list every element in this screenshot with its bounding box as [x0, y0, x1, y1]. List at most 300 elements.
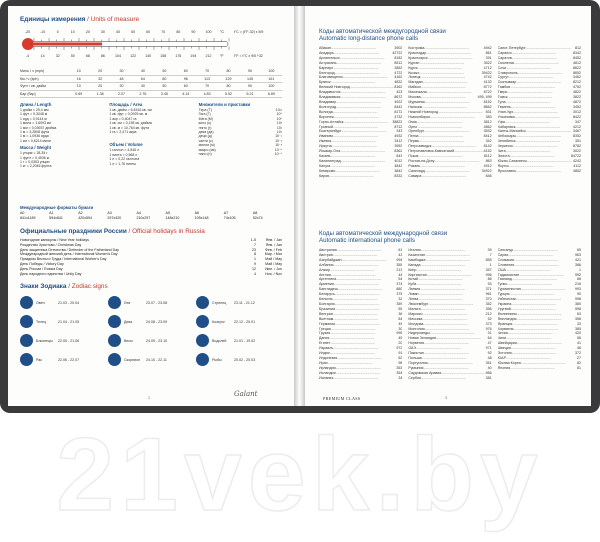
code-number: 38822: [392, 119, 403, 124]
code-city: Армения: [319, 282, 334, 287]
code-city: Вологда: [319, 109, 333, 114]
code-number: 995: [396, 331, 403, 336]
zodiac-dates: 23.07 - 23.08: [146, 300, 168, 305]
code-city: Горно-Алтайск: [319, 119, 344, 124]
code-city: Бразилия: [319, 306, 336, 311]
length-line: 1 км = 0,6214 мили: [20, 138, 51, 143]
code-number: 212: [485, 311, 492, 316]
code-number: 3022: [573, 149, 581, 154]
volume-line: 1 л = 1,76 пинты: [109, 161, 136, 166]
zodiac-name: Скорпион: [124, 357, 141, 362]
code-number: 36: [398, 311, 403, 316]
paper-title: Международные форматы бумаги: [20, 205, 94, 210]
intl-codes: [319, 248, 581, 380]
code-number: 84722: [571, 153, 581, 158]
code-number: 3467: [573, 129, 581, 134]
code-city: Чита: [497, 149, 506, 154]
conversion-label: Миль / ч (mph): [20, 69, 45, 74]
conversion-label: Фунт / кв. дюйм: [20, 84, 46, 89]
code-city: Псков: [408, 153, 419, 158]
code-number: 3822: [573, 95, 581, 100]
paper-size: 52x74: [252, 216, 263, 220]
scale-tick-fahrenheit: 86: [100, 54, 105, 58]
zodiac-name: Близнецы: [36, 338, 53, 343]
code-number: 3462: [573, 75, 581, 80]
holiday-day: 1-5: [250, 238, 256, 242]
zodiac-name: Рак: [36, 357, 42, 362]
prefix-name: дека (да): [198, 130, 214, 135]
code-number: 8722: [483, 90, 492, 95]
scale-tick-fahrenheit: 140: [145, 54, 152, 58]
page-number-left: 2: [148, 395, 151, 400]
code-number: 44: [398, 272, 403, 277]
code-city: Томск: [497, 95, 508, 100]
code-city: Ханты-Мансийск: [497, 129, 526, 134]
code-city: Черкесск: [497, 144, 513, 149]
holiday-month: Мар. / Mar: [264, 252, 282, 257]
conversion-value: 96: [183, 76, 188, 81]
length-line: 1 фут = 0,3048 м: [20, 112, 48, 117]
scale-tick-celsius: 0: [56, 30, 59, 34]
code-number: 90: [577, 292, 581, 297]
zodiac-icon: [108, 353, 121, 366]
zodiac-item: [20, 296, 106, 309]
paper-name: A5: [165, 211, 170, 215]
conversion-value: 6.21: [246, 91, 254, 96]
length-line: 1 ярд = 0,9144 м: [20, 116, 47, 121]
code-leader: [516, 169, 573, 174]
code-city: Владивосток: [319, 90, 341, 95]
code-city: Египет: [319, 341, 331, 346]
code-number: 8342: [573, 50, 581, 55]
code-city: Волгоград: [319, 104, 337, 109]
zodiac-dates: 24.09 - 23.10: [146, 338, 168, 343]
code-city: Грозный: [319, 124, 333, 129]
code-number: 55: [398, 306, 403, 311]
code-city: Владимир: [319, 99, 337, 104]
code-city: Красноярск: [408, 55, 428, 60]
code-number: 7: [489, 252, 492, 257]
holiday-name: День народного единства / Unity Day: [20, 271, 82, 276]
code-city: Албания: [319, 262, 334, 267]
code-city: Рязань: [408, 163, 421, 168]
code-city: Сингапур: [497, 248, 514, 252]
code-number: 213: [396, 267, 403, 272]
zodiac-item: [108, 296, 194, 309]
scale-tick-celsius: 90: [191, 30, 196, 34]
conversion-value: 145: [246, 76, 253, 81]
paper-name: A6: [194, 211, 200, 215]
code-number: 8512: [394, 60, 403, 65]
fahrenheit-scale: [20, 54, 216, 58]
code-city: Сербия: [408, 375, 421, 380]
code-number: 356: [485, 306, 492, 311]
conversion-value: 20: [98, 69, 103, 74]
code-number: 8422: [573, 114, 581, 119]
conversion-table: [20, 68, 282, 98]
code-city: Майкоп: [408, 85, 421, 90]
scale-tick-celsius: 10: [70, 30, 75, 34]
code-number: 371: [485, 287, 492, 292]
code-city: Латвия: [408, 287, 421, 292]
conversion-value: 0.69: [75, 91, 83, 96]
code-city: Таджикистан: [497, 272, 520, 277]
prefix-name: Гига (Г): [198, 112, 211, 117]
zodiac-icon: [196, 334, 209, 347]
code-number: 812: [575, 46, 581, 50]
units-title: Единицы измерения / Units of measure: [20, 16, 140, 23]
code-city: Грузия: [319, 331, 331, 336]
volume-title: Объем / Volume: [109, 142, 143, 148]
intl-entry: [498, 366, 581, 371]
paper-name: A4: [136, 211, 141, 215]
zodiac-dates: 24.10 - 22.11: [146, 357, 167, 362]
code-number: 8112: [483, 153, 492, 158]
code-city: Челябинск: [497, 139, 516, 144]
code-city: Астрахань: [319, 60, 337, 65]
code-number: 8142: [483, 144, 492, 149]
code-number: 33: [577, 321, 581, 326]
code-city: Болгария: [319, 301, 335, 306]
code-number: 3852: [394, 65, 403, 70]
code-city: Курск: [408, 65, 418, 70]
code-city: Мальта: [408, 306, 421, 311]
celsius-scale: [20, 30, 216, 34]
formula-fahrenheit: t°F = t°C x 9/5 +32: [234, 54, 263, 58]
code-city: Саудовская Аравия: [408, 370, 442, 375]
zodiac-dates: 22.12 - 20.01: [234, 319, 256, 324]
conversion-value: 5.52: [225, 91, 233, 96]
mass-title: Масса / Weight: [20, 145, 52, 151]
code-number: 8782: [573, 144, 581, 149]
code-city: Таиланд: [497, 277, 512, 282]
code-leader: [421, 174, 485, 179]
code-number: 4112: [573, 163, 581, 168]
holiday-month: Янв. / Jan: [265, 238, 282, 242]
conversion-value: 129: [225, 76, 232, 81]
code-number: 351: [485, 360, 492, 365]
code-number: 39: [487, 248, 492, 252]
zodiac-item: [20, 315, 106, 328]
zodiac-name: Весы: [124, 338, 133, 343]
holiday-name: Международный женский день / International Women's Day: [20, 252, 118, 257]
prefix-name: милли (м): [198, 143, 215, 148]
zodiac-item: [108, 353, 194, 366]
code-number: 971: [485, 346, 492, 351]
prefix-value: 10⁻³: [275, 143, 282, 148]
code-city: Санкт-Петербург: [497, 46, 526, 50]
mass-line: 1 фунт = 0,4536 кг: [20, 155, 50, 160]
code-city: Владикавказ: [319, 95, 341, 100]
holidays-title: Официальные праздники России / Official holidays in Russia: [20, 228, 205, 235]
code-number: 370: [485, 297, 492, 302]
paper-name: A7: [223, 211, 229, 215]
code-city: США: [497, 267, 506, 272]
prefix-value: 10²: [276, 125, 282, 130]
volume-line: 1 пинта = 0,568 л: [109, 152, 138, 157]
holiday-day: 1: [254, 257, 256, 262]
scale-tick-celsius: 40: [116, 30, 120, 34]
scale-tick-fahrenheit: 32: [55, 54, 60, 58]
code-city: Элиста: [497, 153, 510, 158]
code-number: 4912: [483, 163, 492, 168]
code-number: 4162: [394, 75, 403, 80]
code-city: Бельгия: [319, 297, 333, 302]
zodiac-icon: [108, 296, 121, 309]
conversion-value: 60: [183, 69, 188, 74]
code-city: Нальчик: [408, 104, 423, 109]
code-city: Киров: [319, 173, 330, 178]
code-number: 4932: [394, 134, 403, 139]
code-number: 41: [577, 341, 581, 346]
code-city: Польша: [408, 355, 422, 360]
conversion-value: 80: [226, 69, 231, 74]
code-number: 20: [398, 341, 403, 346]
code-city: Румыния: [408, 365, 424, 370]
code-city: Марокко: [408, 311, 423, 316]
code-leader: [421, 376, 486, 381]
code-city: Норвегия: [408, 341, 425, 346]
prefix-value: 10³: [276, 121, 282, 126]
code-number: 843: [396, 153, 403, 158]
area-line: 1 кв. дюйм = 6,4516 кв. см: [109, 108, 152, 112]
code-number: 4852: [573, 168, 581, 173]
code-number: 994: [396, 257, 403, 262]
code-city: Алжир: [319, 267, 330, 272]
code-city: Франция: [497, 321, 513, 326]
code-number: 354: [396, 370, 403, 375]
length-column: [20, 100, 103, 169]
code-number: 40: [487, 365, 492, 370]
code-number: 4862: [483, 124, 492, 129]
scale-tick-celsius: 30: [100, 30, 105, 34]
code-number: 495, 499: [477, 95, 492, 100]
prefix-name: Мега (М): [198, 116, 213, 121]
scale-tick-fahrenheit: 50: [70, 54, 75, 58]
scale-tick-fahrenheit: 212: [205, 54, 212, 58]
code-number: 4872: [573, 99, 581, 104]
code-number: 353: [396, 365, 403, 370]
paper-formats: [20, 203, 282, 220]
conversion-value: 30: [119, 84, 124, 89]
prefix-value: 10⁻⁶: [274, 147, 282, 152]
conversion-value: 10: [76, 84, 81, 89]
scale-tick-celsius: 80: [176, 30, 181, 34]
galant-logo: Galant: [234, 390, 258, 398]
code-number: 8152: [483, 99, 492, 104]
code-number: 8672: [394, 95, 403, 100]
prefix-value: 10⁶: [276, 116, 282, 121]
scale-tick-fahrenheit: -4: [25, 54, 30, 58]
code-city: Финляндия: [497, 316, 517, 321]
code-city: Смоленск: [497, 60, 515, 65]
zodiac-item: [20, 353, 106, 366]
premium-class-label: PREMIUM CLASS: [323, 396, 361, 401]
code-number: 32: [398, 297, 403, 302]
code-city: Воронеж: [319, 114, 334, 119]
prefix-name: санти (с): [198, 138, 213, 143]
code-number: 355: [396, 262, 403, 267]
paper-size: 210x297: [136, 216, 151, 220]
code-city: Омск: [408, 119, 417, 124]
code-city: Словения: [497, 262, 515, 267]
code-city: Куба: [408, 282, 417, 287]
code-city: Вьетнам: [319, 316, 334, 321]
code-city: Новосибирск: [408, 114, 431, 119]
code-number: 963: [575, 252, 581, 257]
code-number: 966: [485, 370, 492, 375]
conversion-row: [20, 68, 282, 76]
code-leader: [329, 174, 394, 179]
volume-line: 1 л = 0,22 галлона: [109, 157, 140, 162]
prefix-name: микро (мк): [198, 147, 216, 152]
prefix-value: 10⁻²: [275, 138, 282, 143]
conversion-value: 1.38: [96, 91, 104, 96]
code-city: Люксембург: [408, 301, 429, 306]
code-number: 8772: [483, 85, 492, 90]
code-city: Чили: [497, 336, 507, 341]
code-city: Барнаул: [319, 65, 334, 70]
prefix-value: 10⁻⁹: [274, 152, 282, 157]
code-city: Индия: [319, 351, 330, 356]
code-city: Украина: [497, 301, 512, 306]
zodiac-icon: [196, 353, 209, 366]
zodiac-name: Дева: [124, 319, 133, 324]
code-city: Орел: [408, 124, 418, 129]
scale-tick-celsius: 60: [146, 30, 151, 34]
scale-tick-celsius: 20: [85, 30, 90, 34]
code-city: Беларусь: [319, 292, 335, 297]
code-number: 880: [396, 287, 403, 292]
conversion-value: 70: [205, 84, 210, 89]
zodiac-icon: [20, 296, 33, 309]
holiday-month: Янв. / Jan: [265, 242, 282, 247]
code-city: Краснодар: [408, 50, 427, 55]
holiday-day: 12: [252, 266, 256, 271]
prefix-column: [199, 100, 282, 169]
code-number: 373: [485, 321, 492, 326]
conversion-value: 48: [119, 76, 124, 81]
code-number: 1: [579, 267, 581, 272]
holiday-name: День России / Russia Day: [20, 266, 63, 271]
conversion-value: 70: [205, 69, 210, 74]
code-city: Ставрополь: [497, 70, 518, 75]
code-number: 47: [487, 341, 492, 346]
holiday-month: Фев. / Feb: [265, 247, 282, 252]
paper-size: 148x210: [165, 216, 180, 220]
code-number: 4242: [573, 158, 581, 163]
code-city: Южная Корея: [497, 360, 521, 365]
code-number: 4942: [483, 46, 492, 50]
code-city: Ливан: [408, 292, 419, 297]
code-city: Италия: [408, 248, 421, 252]
code-number: 383: [485, 114, 492, 119]
code-city: Венгрия: [319, 311, 333, 316]
code-city: Курган: [408, 60, 420, 65]
code-city: Туркменистан: [497, 287, 521, 292]
scale-tick-fahrenheit: 104: [115, 54, 121, 58]
code-number: 8442: [394, 104, 403, 109]
mass-line: 1 кг = 2,2046 фунта: [20, 164, 52, 169]
code-city: Китай: [408, 277, 419, 282]
code-city: Хабаровск: [497, 124, 516, 129]
code-number: 4832: [394, 80, 403, 85]
holiday-day: 23: [252, 247, 256, 252]
code-city: Тула: [497, 99, 506, 104]
holiday-name: Рождество Христово / Christmas Day: [20, 242, 82, 247]
code-number: 8622: [573, 65, 581, 70]
holiday-month: Май / May: [265, 261, 282, 266]
code-city: Кызыл: [408, 70, 420, 75]
mass-line: 1 г = 0,0353 унции: [20, 160, 50, 165]
conversion-value: 161: [268, 76, 275, 81]
area-line: 1 кв. м = 10,764 кв. фута: [109, 125, 150, 130]
code-number: 8172: [394, 109, 403, 114]
holiday-name: День защитника Отечества / Defender of the Fatherland Day: [20, 247, 119, 252]
length-title: Длина / Length: [20, 102, 52, 107]
longdist-entry: [319, 174, 402, 179]
code-city: Бангладеш: [319, 287, 338, 292]
conversion-value: 10: [76, 69, 81, 74]
code-city: Пермь: [408, 139, 420, 144]
holiday-name: Праздник Весны и Труда / International Worker's Day: [20, 257, 107, 262]
length-line: 1 м = 1,0936 ярда: [20, 134, 49, 139]
conversion-value: 30: [119, 69, 124, 74]
conversion-value: 16: [76, 76, 81, 81]
code-city: Анадырь: [319, 50, 334, 55]
code-city: Ульяновск: [497, 114, 515, 119]
scale-tick-fahrenheit: 122: [130, 54, 137, 58]
prefix-name: кило (к): [198, 121, 212, 126]
code-city: Абакан: [319, 46, 332, 50]
code-number: 39422: [481, 70, 492, 75]
conversion-value: 60: [183, 84, 188, 89]
code-number: 8352: [573, 134, 581, 139]
code-city: Пенза: [408, 134, 419, 139]
code-city: Ирландия: [319, 365, 336, 370]
code-city: Словакия: [497, 257, 514, 262]
zodiac-name: Овен: [36, 300, 45, 305]
code-city: Южно-Сахалинск: [497, 158, 527, 163]
code-city: Мурманск: [408, 99, 425, 104]
code-number: 385: [575, 326, 581, 331]
code-city: Якутск: [497, 163, 509, 168]
scale-tick-fahrenheit: 176: [175, 54, 182, 58]
conversion-label: Бар (бар): [20, 91, 36, 96]
code-number: 3902: [394, 46, 403, 50]
code-city: Иран: [319, 360, 328, 365]
code-city: Швейцария: [497, 341, 517, 346]
code-city: Петрозаводск: [408, 144, 432, 149]
length-line: 1 миля = 1,6093 км: [20, 121, 51, 126]
code-number: 961: [485, 292, 492, 297]
code-number: 8412: [483, 134, 492, 139]
code-number: 420: [575, 331, 581, 336]
code-number: 27: [577, 355, 581, 360]
holiday-day: 8: [254, 252, 256, 257]
code-city: Казань: [319, 153, 331, 158]
code-number: 375: [396, 292, 403, 297]
code-number: 3952: [394, 144, 403, 149]
prefix-value: 10⁻¹: [275, 134, 282, 139]
code-number: 34: [398, 375, 403, 380]
code-number: 4812: [573, 60, 581, 65]
code-city: Исландия: [319, 370, 336, 375]
code-number: 3842: [394, 168, 403, 173]
code-number: 998: [575, 297, 581, 302]
intl-entry: [408, 376, 491, 381]
conversion-value: 90: [247, 69, 252, 74]
